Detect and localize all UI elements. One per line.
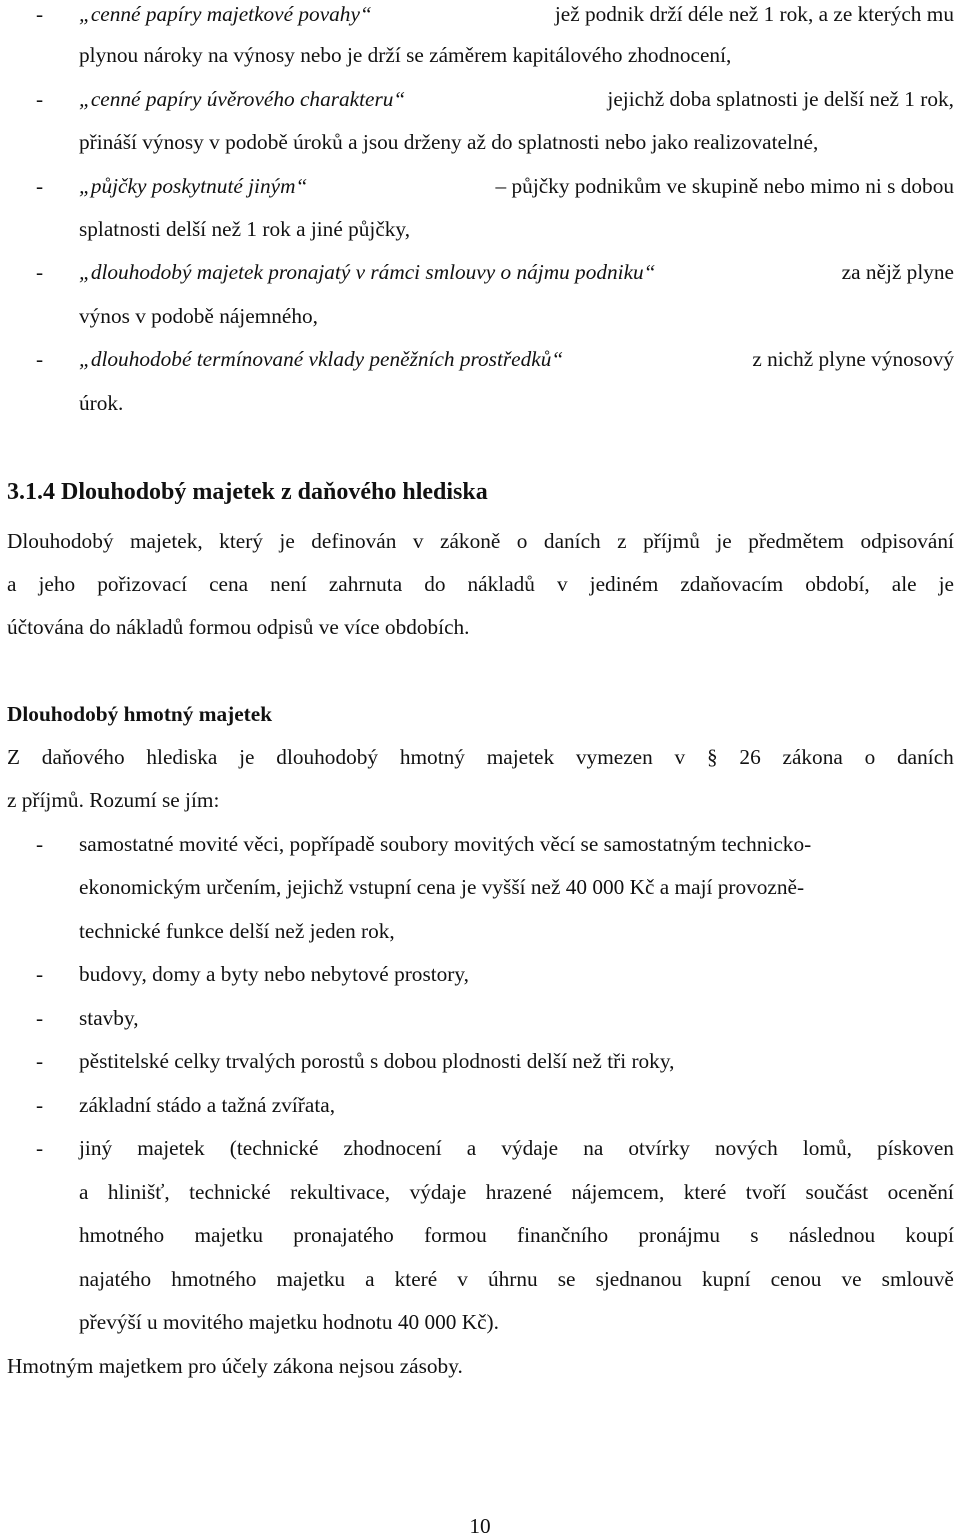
list-item-text-rest: za nějž plyne [841, 260, 954, 284]
word: s [750, 1223, 759, 1247]
emphasized-term: „dlouhodobý majetek pronajatý v rámci smlouvy o nájmu podniku“ [79, 260, 656, 284]
word: Dlouhodobý [7, 529, 114, 553]
emphasized-term: „cenné papíry majetkové povahy“ [79, 2, 372, 26]
word: formou [424, 1223, 487, 1247]
word: otvírky [628, 1136, 690, 1160]
list-item-text [79, 345, 954, 373]
word: a [466, 1136, 477, 1160]
word: majetek [137, 1136, 205, 1160]
list-item-continuation [79, 1265, 954, 1293]
word: do [424, 572, 446, 596]
word: cenou [770, 1267, 822, 1291]
word: koupí [905, 1223, 954, 1247]
word: je [239, 745, 255, 769]
word: cena [209, 572, 249, 596]
word: § [706, 745, 718, 769]
word: ocenění [887, 1180, 954, 1204]
list-dash: - [36, 2, 44, 26]
word: a [79, 1180, 89, 1204]
word: v [457, 1267, 468, 1291]
emphasized-term: „dlouhodobé termínované vklady peněžních prostředků“ [79, 347, 564, 371]
word: jiný [79, 1136, 113, 1160]
word: sjednanou [595, 1267, 682, 1291]
word: které [683, 1180, 727, 1204]
word: následnou [788, 1223, 876, 1247]
word: tvoří [745, 1180, 787, 1204]
list-dash: - [36, 1049, 44, 1073]
word: majetek, [129, 529, 203, 553]
list-item-continuation: plynou nároky na výnosy nebo je drží se záměrem kapitálového zhodnocení, [79, 43, 732, 67]
word: hmotného [79, 1223, 165, 1247]
list-dash: - [36, 87, 44, 111]
page-number: 10 [469, 1514, 491, 1538]
list-dash: - [36, 1136, 44, 1160]
word: najatého [79, 1267, 152, 1291]
word: na [583, 1136, 604, 1160]
list-item-text: samostatné movité věci, popřípadě soubory movitých věcí se samostatným technicko- [79, 832, 812, 856]
paragraph-text: z příjmů. Rozumí se jím: [7, 788, 220, 812]
word: definován [311, 529, 397, 553]
word: a [365, 1267, 375, 1291]
word: hlinišť, [107, 1180, 170, 1204]
paragraph-text [7, 570, 954, 598]
word: je [279, 529, 295, 553]
word: hrazené [485, 1180, 552, 1204]
list-item-text [79, 85, 954, 113]
word: odpisování [860, 529, 954, 553]
word: majetku [276, 1267, 346, 1291]
word: úhrnu [488, 1267, 538, 1291]
closing-sentence: Hmotným majetkem pro účely zákona nejsou zásoby. [7, 1354, 463, 1378]
section-heading: 3.1.4 Dlouhodobý majetek z daňového hlediska [7, 479, 488, 505]
list-item-continuation [79, 1221, 954, 1249]
list-dash: - [36, 174, 44, 198]
justified-text [7, 743, 954, 771]
word: v [674, 745, 686, 769]
word: a [7, 572, 17, 596]
word: zhodnocení [343, 1136, 442, 1160]
list-item-text: budovy, domy a byty nebo nebytové prostory, [79, 962, 469, 986]
list-item-continuation: úrok. [79, 391, 124, 415]
word: nákladů [467, 572, 535, 596]
word: v [412, 529, 424, 553]
word: jediném [589, 572, 659, 596]
list-item-continuation: přináší výnosy v podobě úroků a jsou drženy až do splatnosti nebo jako realizovatelné, [79, 130, 819, 154]
word: pořizovací [97, 572, 188, 596]
list-item-text-rest: jež podnik drží déle než 1 rok, a ze kterých mu [554, 2, 954, 26]
word: finančního [517, 1223, 609, 1247]
list-item-text: základní stádo a tažná zvířata, [79, 1093, 336, 1117]
word: předmětem [748, 529, 844, 553]
word: je [938, 572, 954, 596]
word: technické [189, 1180, 271, 1204]
list-dash: - [36, 962, 44, 986]
list-item-text: pěstitelské celky trvalých porostů s dobou plodnosti delší než tři roky, [79, 1049, 675, 1073]
list-item-continuation: splatnosti delší než 1 rok a jiné půjčky, [79, 217, 411, 241]
word: výdaje [409, 1180, 467, 1204]
word: daňového [41, 745, 125, 769]
word: daních [897, 745, 954, 769]
word: daních [543, 529, 601, 553]
word: kupní [701, 1267, 751, 1291]
justified-text [79, 1178, 954, 1206]
word: (technické [229, 1136, 319, 1160]
word: smlouvě [881, 1267, 954, 1291]
word: hmotného [171, 1267, 257, 1291]
word: jeho [38, 572, 76, 596]
list-dash: - [36, 1093, 44, 1117]
word: součást [805, 1180, 869, 1204]
list-item-continuation: technické funkce delší než jeden rok, [79, 919, 395, 943]
word: hlediska [146, 745, 218, 769]
list-dash: - [36, 832, 44, 856]
word: výdaje [501, 1136, 559, 1160]
list-item-continuation: výnos v podobě nájemného, [79, 304, 318, 328]
list-item-text: stavby, [79, 1006, 139, 1030]
word: není [270, 572, 307, 596]
paragraph-text: účtována do nákladů formou odpisů ve více obdobích. [7, 615, 470, 639]
list-item-continuation: převýší u movitého majetku hodnotu 40 000 Kč). [79, 1310, 499, 1334]
word: majetek [486, 745, 555, 769]
word: příjmů [643, 529, 700, 553]
paragraph-text [7, 743, 954, 771]
emphasized-term: „cenné papíry úvěrového charakteru“ [79, 87, 406, 111]
justified-text [7, 570, 954, 598]
word: o [864, 745, 876, 769]
list-item-text-rest: jejichž doba splatnosti je delší než 1 rok, [607, 87, 954, 111]
word: nových [715, 1136, 778, 1160]
list-item-continuation: ekonomickým určením, jejichž vstupní cena je vyšší než 40 000 Kč a mají provozně- [79, 875, 805, 899]
word: 26 [739, 745, 761, 769]
justified-text [79, 1221, 954, 1249]
word: zákoně [440, 529, 501, 553]
word: ale [891, 572, 917, 596]
list-item-text [79, 1134, 954, 1162]
list-item-text [79, 258, 954, 286]
list-item-text [79, 172, 954, 200]
word: rekultivace, [290, 1180, 391, 1204]
justified-text [7, 527, 954, 555]
word: období, [805, 572, 870, 596]
justified-text [79, 1265, 954, 1293]
word: dlouhodobý [276, 745, 379, 769]
word: které [394, 1267, 438, 1291]
word: pronájmu [638, 1223, 720, 1247]
list-item-continuation [79, 1178, 954, 1206]
word: se [557, 1267, 576, 1291]
list-dash: - [36, 260, 44, 284]
subheading: Dlouhodobý hmotný majetek [7, 702, 273, 726]
word: pískoven [877, 1136, 954, 1160]
word: Z [7, 745, 21, 769]
word: v [556, 572, 568, 596]
emphasized-term: „půjčky poskytnuté jiným“ [79, 174, 308, 198]
list-dash: - [36, 1006, 44, 1030]
word: z [617, 529, 627, 553]
word: majetku [194, 1223, 264, 1247]
paragraph-text [7, 527, 954, 555]
justified-text [79, 1134, 954, 1162]
word: pronajatého [293, 1223, 394, 1247]
word: o [516, 529, 528, 553]
word: zdaňovacím [680, 572, 784, 596]
list-item-text-rest: – půjčky podnikům ve skupině nebo mimo ni s dobou [495, 174, 954, 198]
word: je [716, 529, 732, 553]
list-dash: - [36, 347, 44, 371]
word: lomů, [802, 1136, 852, 1160]
word: zákona [782, 745, 843, 769]
word: vymezen [575, 745, 653, 769]
word: ve [841, 1267, 862, 1291]
word: nájemcem, [571, 1180, 665, 1204]
word: který [219, 529, 263, 553]
word: hmotný [399, 745, 465, 769]
list-item-text [79, 0, 954, 28]
list-item-text-rest: z nichž plyne výnosový [752, 347, 954, 371]
word: zahrnuta [328, 572, 403, 596]
